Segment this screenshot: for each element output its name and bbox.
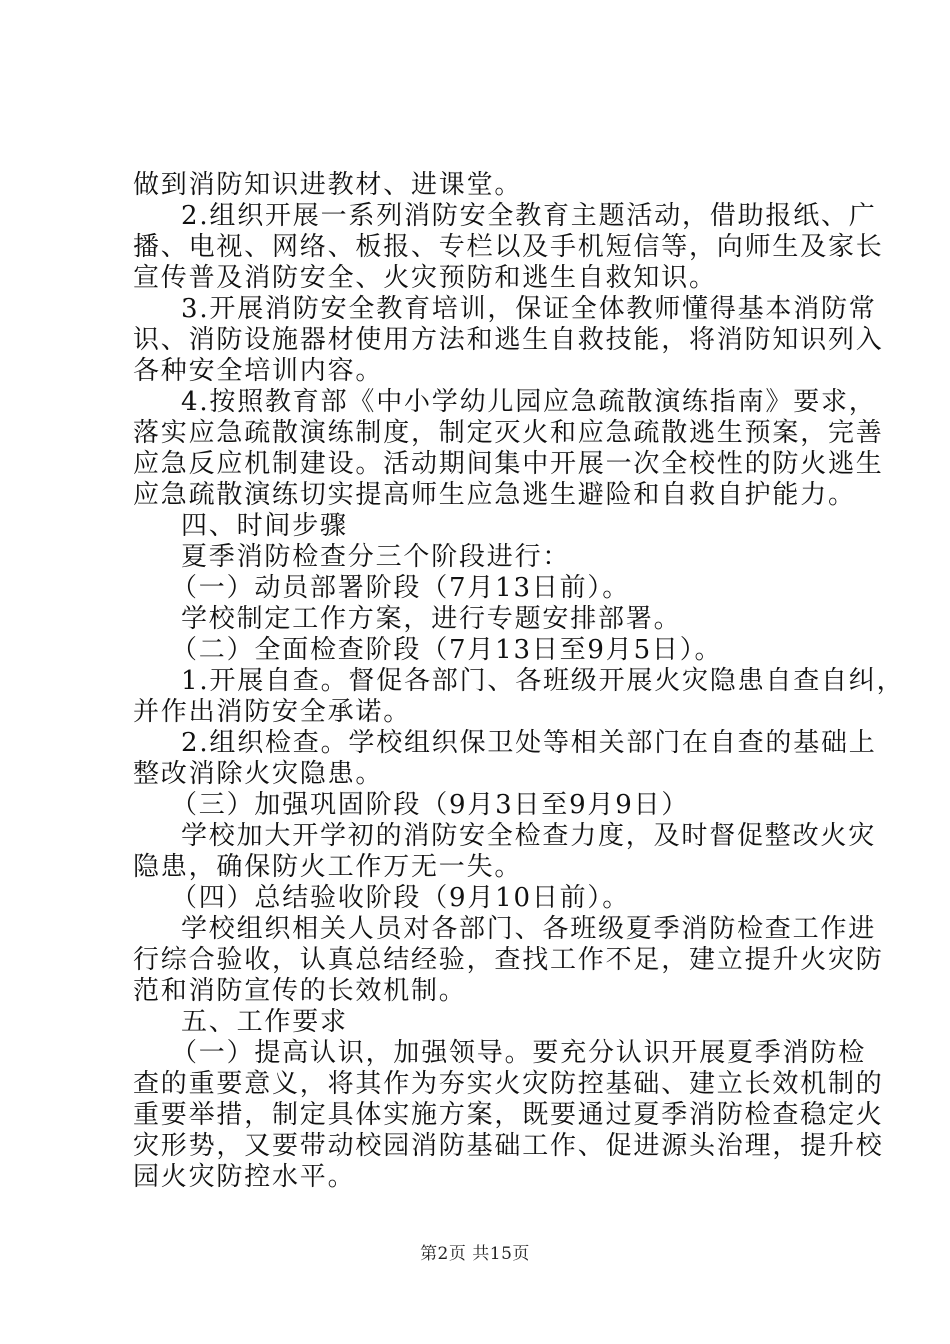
body-line: 学校组织相关人员对各部门、各班级夏季消防检查工作进 (181, 914, 877, 944)
subsection-heading: （四）总结验收阶段（9月10日前）。 (171, 883, 631, 913)
body-line: 重要举措，制定具体实施方案，既要通过夏季消防检查稳定火 (133, 1100, 884, 1130)
body-line: 学校加大开学初的消防安全检查力度，及时督促整改火灾 (181, 821, 877, 851)
body-line: 1.开展自查。督促各部门、各班级开展火灾隐患自查自纠， (181, 666, 905, 696)
body-line: 应急反应机制建设。活动期间集中开展一次全校性的防火逃生 (133, 449, 884, 479)
body-line: 夏季消防检查分三个阶段进行： (181, 542, 571, 572)
body-line: 2.组织检查。学校组织保卫处等相关部门在自查的基础上 (181, 728, 877, 758)
subsection-heading: （二）全面检查阶段（7月13日至9月5日）。 (171, 635, 723, 665)
page-footer: 第2页 共15页 (420, 1244, 530, 1264)
subsection-heading: （一）动员部署阶段（7月13日前）。 (171, 573, 631, 603)
body-line: 2.组织开展一系列消防安全教育主题活动，借助报纸、广 (181, 201, 877, 231)
body-line: 行综合验收，认真总结经验，查找工作不足，建立提升火灾防 (133, 945, 884, 975)
body-line: 范和消防宣传的长效机制。 (133, 976, 467, 1006)
body-line: 并作出消防安全承诺。 (133, 697, 412, 727)
subsection-heading: （三）加强巩固阶段（9月3日至9月9日） (171, 790, 690, 820)
document-body (133, 170, 905, 1193)
body-line: 3.开展消防安全教育培训，保证全体教师懂得基本消防常 (181, 294, 877, 324)
body-line: 园火灾防控水平。 (133, 1162, 356, 1192)
body-line: 学校制定工作方案，进行专题安排部署。 (181, 604, 682, 634)
body-line: 播、电视、网络、板报、专栏以及手机短信等，向师生及家长 (133, 232, 884, 262)
body-line: 做到消防知识进教材、进课堂。 (133, 170, 523, 200)
body-line: 应急疏散演练切实提高师生应急逃生避险和自救自护能力。 (133, 480, 856, 510)
body-line: 宣传普及消防安全、火灾预防和逃生自救知识。 (133, 263, 717, 293)
body-line: 各种安全培训内容。 (133, 356, 384, 386)
body-line: 整改消除火灾隐患。 (133, 759, 384, 789)
section-heading: 五、工作要求 (181, 1007, 348, 1037)
body-line: 灾形势，又要带动校园消防基础工作、促进源头治理，提升校 (133, 1131, 884, 1161)
body-line: 隐患，确保防火工作万无一失。 (133, 852, 523, 882)
body-line: 识、消防设施器材使用方法和逃生自救技能，将消防知识列入 (133, 325, 884, 355)
body-line: （一）提高认识，加强领导。要充分认识开展夏季消防检 (171, 1038, 867, 1068)
body-line: 查的重要意义，将其作为夯实火灾防控基础、建立长效机制的 (133, 1069, 884, 1099)
section-heading: 四、时间步骤 (181, 511, 348, 541)
body-line: 4.按照教育部《中小学幼儿园应急疏散演练指南》要求， (181, 387, 877, 417)
body-line: 落实应急疏散演练制度，制定灭火和应急疏散逃生预案，完善 (133, 418, 884, 448)
